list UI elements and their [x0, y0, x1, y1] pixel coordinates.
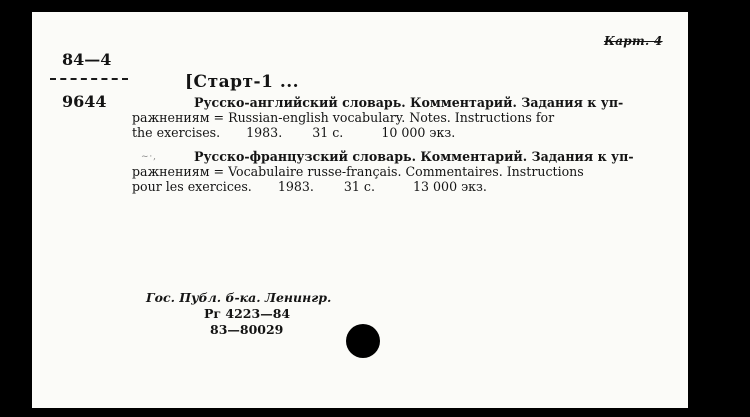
entry-line: ражнениям = Russian-english vocabulary. Notes. Instructions for	[132, 110, 555, 125]
entry-line: Русско-английский словарь. Комментарий. Задания к уп-	[194, 95, 624, 110]
catalog-number: 83—80029	[210, 322, 284, 337]
entry-line: Русско-французский словарь. Комментарий. Задания к уп-	[194, 149, 634, 164]
publisher-line: Гос. Публ. б-ка. Ленингр.	[146, 290, 332, 305]
series-heading: [Старт-1 ...	[185, 72, 300, 92]
entry-tail: the exercises.	[132, 125, 221, 140]
handwritten-mark: ~ · ,	[141, 152, 155, 162]
entry-copies: 13 000 экз.	[413, 179, 487, 194]
call-number-bottom: 9644	[62, 92, 107, 111]
call-number-divider	[50, 78, 128, 80]
entry-copies: 10 000 экз.	[381, 125, 456, 140]
entry-year: 1983.	[246, 125, 283, 140]
catalog-card	[32, 12, 688, 408]
entry-line	[132, 179, 672, 194]
entry-line: ражнениям = Vocabulaire russe-français. Commentaires. Instructions	[132, 164, 584, 179]
entry-line	[132, 125, 672, 140]
bibliographic-entry	[132, 95, 672, 140]
punch-hole	[346, 324, 380, 358]
call-number-top: 84—4	[62, 50, 112, 69]
publisher-code: Рг 4223—84	[204, 306, 291, 321]
bibliographic-entry	[132, 149, 672, 194]
entry-pages: 31 с.	[312, 125, 344, 140]
entry-pages: 31 с.	[343, 179, 375, 194]
entry-tail: pour les exercices.	[132, 179, 252, 194]
entry-year: 1983.	[277, 179, 314, 194]
card-number-note: Карт. 4	[604, 34, 663, 48]
